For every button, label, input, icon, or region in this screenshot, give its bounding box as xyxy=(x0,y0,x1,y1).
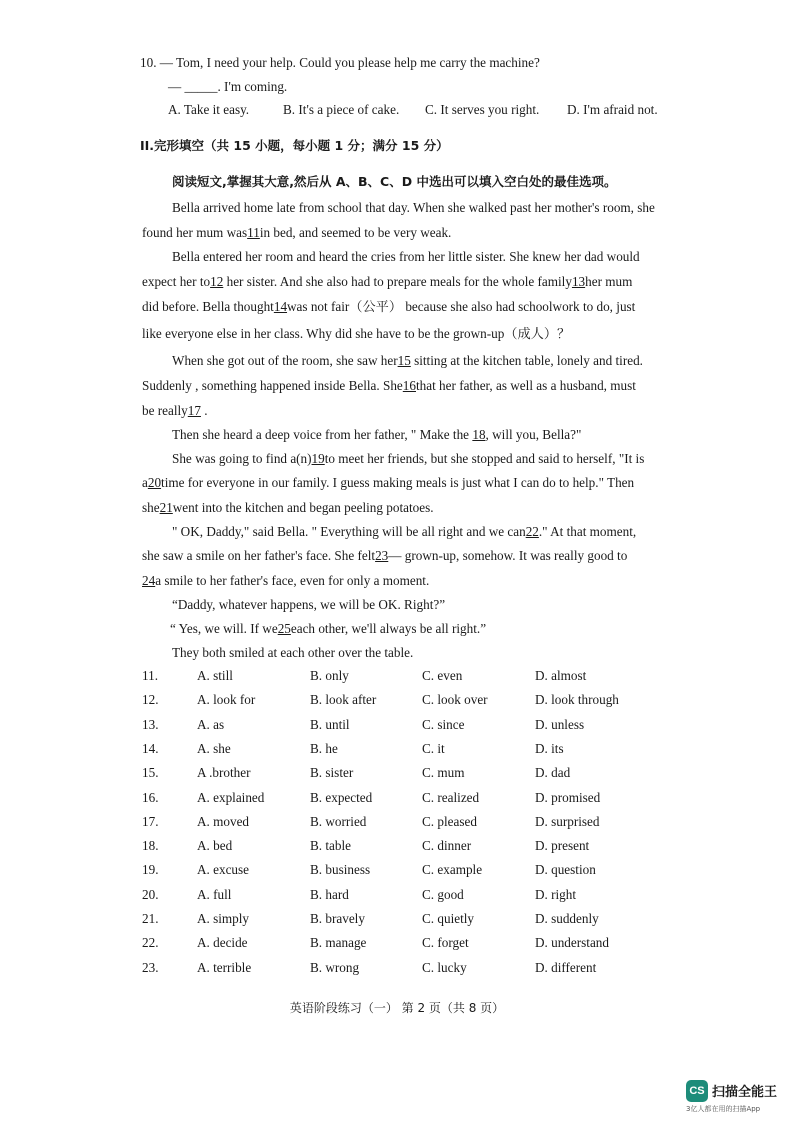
question-option-c: C. it xyxy=(422,740,445,756)
watermark-name: 扫描全能王 xyxy=(712,1085,778,1100)
passage-line: a20time for everyone in our family. I guess making meals is just what I can do to help." Then xyxy=(142,475,635,490)
question-option-a: A. simply xyxy=(197,911,250,926)
camscanner-logo-icon: CS xyxy=(686,1080,708,1102)
question-number: 19. xyxy=(142,862,159,878)
passage-line: When she got out of the room, she saw her15 sitting at the kitchen table, lonely and tired. xyxy=(172,353,643,368)
blank-25: 25 xyxy=(277,621,291,636)
question-option-b: B. only xyxy=(310,668,349,683)
question-option-d: D. right xyxy=(535,886,577,902)
question-option-d: D. question xyxy=(535,862,596,878)
question-option-b: B. table xyxy=(310,838,352,854)
question-number: 16. xyxy=(142,789,159,805)
question-option-a: A. full xyxy=(197,886,232,902)
question-option-d: D. different xyxy=(535,959,597,975)
passage-line: Suddenly , something happened inside Bella. She16that her father, as well as a husband, must xyxy=(142,378,636,393)
passage-line: be really17 . xyxy=(142,403,208,418)
question-number: 15. xyxy=(142,765,159,781)
q10-stem: 10. — Tom, I need your help. Could you please help me carry the machine? xyxy=(140,55,540,70)
watermark-subtitle: 3亿人都在用的扫描App xyxy=(686,1105,761,1113)
question-number: 17. xyxy=(142,813,159,829)
question-option-b: B. look after xyxy=(310,692,377,708)
passage-line: “ Yes, we will. If we25each other, we'll always be all right.” xyxy=(170,621,487,636)
question-option-d: D. its xyxy=(535,740,564,756)
question-option-d: D. promised xyxy=(535,789,601,805)
question-option-c: C. look over xyxy=(422,692,488,708)
passage-line: “Daddy, whatever happens, we will be OK. Right?” xyxy=(172,597,446,612)
question-number: 14. xyxy=(142,740,159,756)
blank-17: 17 xyxy=(187,403,201,418)
question-option-c: C. good xyxy=(422,886,464,902)
question-option-a: A. still xyxy=(197,668,233,683)
passage-line: 24a smile to her father's face, even for only a moment. xyxy=(142,573,430,588)
question-option-c: C. example xyxy=(422,862,483,878)
question-option-d: D. present xyxy=(535,838,590,854)
blank-21: 21 xyxy=(159,500,173,515)
q10-option-d: D. I'm afraid not. xyxy=(567,102,658,117)
question-option-b: B. manage xyxy=(310,935,367,951)
question-option-a: A. she xyxy=(197,740,231,756)
question-option-a: A. bed xyxy=(197,838,233,854)
blank-24: 24 xyxy=(142,573,156,588)
page-footer: 英语阶段练习（一） 第 2 页（共 8 页） xyxy=(289,1001,505,1015)
question-number: 13. xyxy=(142,716,159,732)
question-option-d: D. suddenly xyxy=(535,911,599,926)
question-number: 23. xyxy=(142,959,159,975)
question-option-b: B. wrong xyxy=(310,959,360,975)
question-option-a: A. as xyxy=(197,716,225,732)
blank-13: 13 xyxy=(571,274,586,289)
q10-option-c: C. It serves you right. xyxy=(425,102,540,117)
question-option-c: C. lucky xyxy=(422,959,467,975)
question-option-b: B. bravely xyxy=(310,911,365,926)
question-number: 11. xyxy=(142,668,158,683)
question-option-c: C. dinner xyxy=(422,838,472,854)
passage-line: She was going to find a(n)19to meet her friends, but she stopped and said to herself, "It is xyxy=(172,451,645,466)
passage-line: They both smiled at each other over the table. xyxy=(172,645,414,660)
question-option-d: D. dad xyxy=(535,765,571,781)
blank-16: 16 xyxy=(402,378,416,393)
question-option-c: C. mum xyxy=(422,765,465,781)
question-option-c: C. realized xyxy=(422,789,480,805)
question-option-b: B. expected xyxy=(310,789,373,805)
question-option-a: A .brother xyxy=(197,765,251,781)
section-title: II.完形填空（共 15 小题，每小题 1 分；满分 15 分） xyxy=(140,138,449,153)
blank-14: 14 xyxy=(273,299,288,314)
q10-option-a: A. Take it easy. xyxy=(168,102,250,117)
question-option-d: D. look through xyxy=(535,692,619,708)
question-option-b: B. worried xyxy=(310,813,367,829)
question-option-a: A. excuse xyxy=(197,862,249,878)
question-option-c: C. since xyxy=(422,716,465,732)
question-option-c: C. forget xyxy=(422,935,469,951)
passage-line: did before. Bella thought14was not fair（公平） because she also had schoolwork to do, just xyxy=(142,299,636,314)
question-option-d: D. surprised xyxy=(535,813,600,829)
section-instruction: 阅读短文,掌握其大意,然后从 A、B、C、D 中选出可以填入空白处的最佳选项。 xyxy=(172,174,617,189)
passage-line: found her mum was11in bed, and seemed to be very weak. xyxy=(142,225,452,240)
question-option-b: B. business xyxy=(310,862,371,878)
question-option-a: A. terrible xyxy=(197,959,252,975)
blank-18: 18 xyxy=(472,427,486,442)
passage-line: she saw a smile on her father's face. She felt23— grown-up, somehow. It was really good to xyxy=(142,548,628,563)
passage-line: " OK, Daddy," said Bella. " Everything will be all right and we can22." At that moment, xyxy=(172,524,637,539)
question-option-b: B. hard xyxy=(310,886,349,902)
passage-line: Bella arrived home late from school that day. When she walked past her mother's room, she xyxy=(172,200,655,215)
question-option-c: C. quietly xyxy=(422,911,475,926)
blank-11: 11 xyxy=(247,225,260,240)
passage-line: Then she heard a deep voice from her father, " Make the 18, will you, Bella?" xyxy=(172,427,582,442)
question-option-b: B. sister xyxy=(310,765,354,781)
question-number: 18. xyxy=(142,838,159,854)
question-option-a: A. decide xyxy=(197,935,248,951)
blank-22: 22 xyxy=(525,524,539,539)
passage-line: like everyone else in her class. Why did she have to be the grown-up（成人）？ xyxy=(142,326,571,341)
question-option-a: A. look for xyxy=(197,692,256,708)
question-option-d: D. understand xyxy=(535,935,609,951)
passage-line: she21went into the kitchen and began peeling potatoes. xyxy=(142,500,434,515)
blank-23: 23 xyxy=(375,548,389,563)
blank-19: 19 xyxy=(311,451,325,466)
question-option-a: A. explained xyxy=(197,789,265,805)
question-option-d: D. unless xyxy=(535,716,585,732)
question-option-c: C. even xyxy=(422,668,463,683)
passage-line: Bella entered her room and heard the cries from her little sister. She knew her dad would xyxy=(172,249,640,264)
question-option-d: D. almost xyxy=(535,668,587,683)
question-option-c: C. pleased xyxy=(422,813,477,829)
blank-12: 12 xyxy=(210,274,224,289)
question-number: 21. xyxy=(142,911,159,926)
q10-reply: — _____. I'm coming. xyxy=(168,79,288,94)
question-option-b: B. he xyxy=(310,740,338,756)
question-number: 12. xyxy=(142,692,159,708)
blank-15: 15 xyxy=(397,353,411,368)
question-option-b: B. until xyxy=(310,716,350,732)
blank-20: 20 xyxy=(147,475,162,490)
question-number: 22. xyxy=(142,935,159,951)
q10-option-b: B. It's a piece of cake. xyxy=(283,102,400,117)
passage-line: expect her to12 her sister. And she also had to prepare meals for the whole family13her mum xyxy=(142,274,633,289)
question-option-a: A. moved xyxy=(197,813,250,829)
question-number: 20. xyxy=(142,886,159,902)
